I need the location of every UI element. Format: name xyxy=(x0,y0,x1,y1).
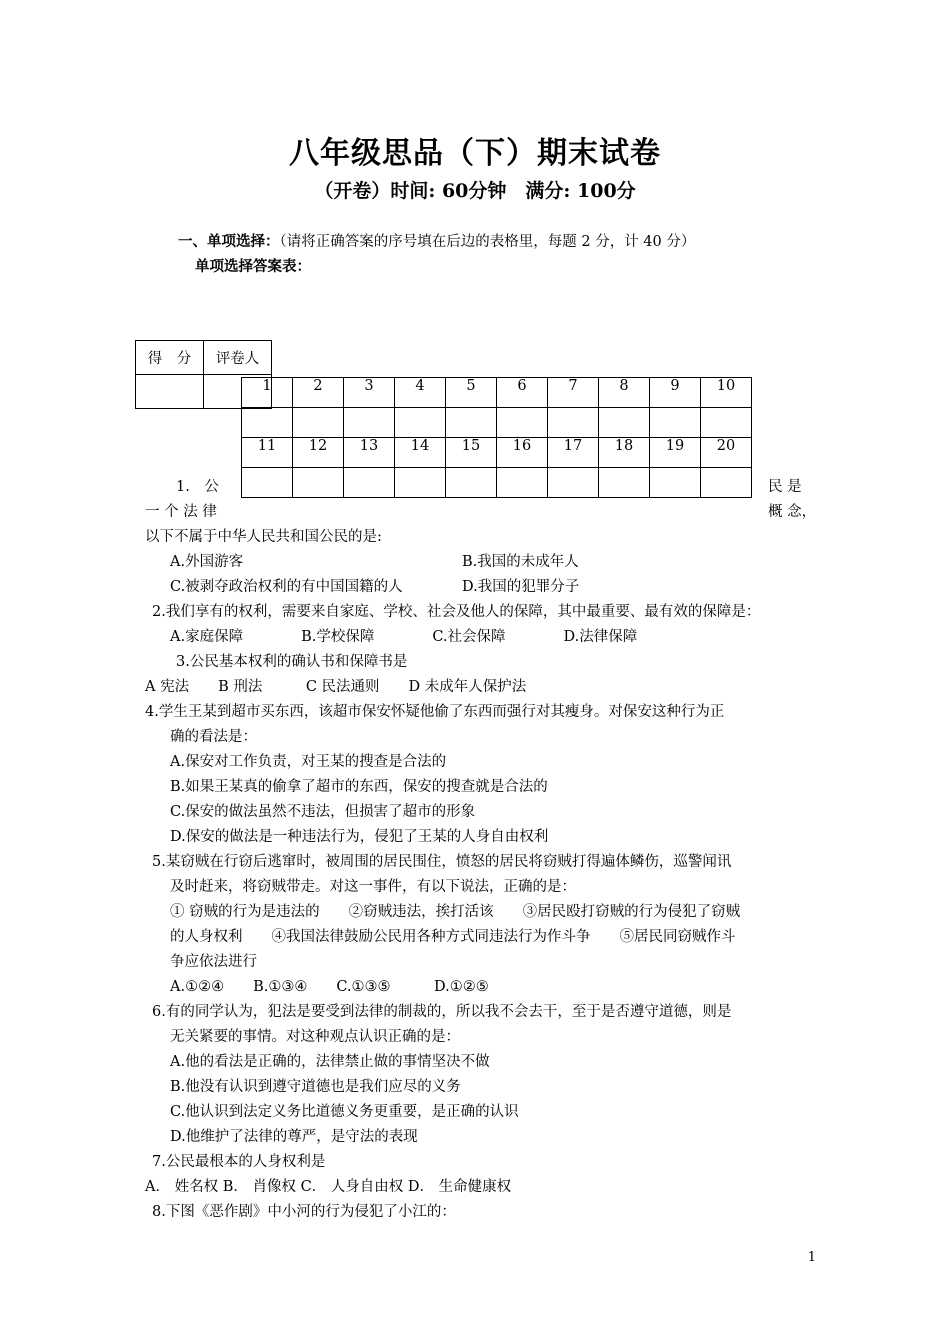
question-number-cell: 15 xyxy=(446,438,497,468)
section-title: 一、单项选择： xyxy=(178,233,280,250)
q6-line1: 6.有的同学认为，犯法是要受到法律的制裁的，所以我不会去干，至于是否遵守道德，则是 xyxy=(152,1004,732,1020)
q1-line2-right: 概 念， xyxy=(768,504,817,520)
question-number-cell: 17 xyxy=(548,438,599,468)
question-number-cell: 14 xyxy=(395,438,446,468)
answer-cell[interactable] xyxy=(599,468,650,498)
question-number-cell: 3 xyxy=(344,378,395,408)
answer-cell[interactable] xyxy=(395,408,446,438)
answer-cell[interactable] xyxy=(701,408,752,438)
q4-option-b: B.如果王某真的偷拿了超市的东西，保安的搜查就是合法的 xyxy=(170,779,548,795)
q6-option-b: B.他没有认识到遵守道德也是我们应尽的义务 xyxy=(170,1079,461,1095)
q6-line2: 无关紧要的事情。对这种观点认识正确的是： xyxy=(170,1029,460,1045)
question-number-cell: 12 xyxy=(293,438,344,468)
section-heading xyxy=(178,230,695,251)
q4-line1: 4.学生王某到超市买东西，该超市保安怀疑他偷了东西而强行对其瘦身。对保安这种行为正 xyxy=(145,704,725,720)
question-number-cell: 6 xyxy=(497,378,548,408)
question-number-cell: 9 xyxy=(650,378,701,408)
answer-cell[interactable] xyxy=(701,468,752,498)
q5-line5: 争应依法进行 xyxy=(170,954,257,970)
answer-cell[interactable] xyxy=(395,468,446,498)
answer-cell[interactable] xyxy=(344,468,395,498)
question-number-cell: 11 xyxy=(242,438,293,468)
grader-label: 评卷人 xyxy=(204,341,272,375)
q5-line4: 的人身权利 ④我国法律鼓励公民用各种方式同违法行为作斗争 ⑤居民同窃贼作斗 xyxy=(170,929,736,945)
question-number-cell: 4 xyxy=(395,378,446,408)
question-number-cell: 2 xyxy=(293,378,344,408)
q5-line1: 5.某窃贼在行窃后逃窜时，被周围的居民围住，愤怒的居民将窃贼打得遍体鳞伤，巡警闻讯 xyxy=(152,854,732,870)
answer-cell[interactable] xyxy=(344,408,395,438)
page-title: 八年级思品（下）期末试卷 xyxy=(289,136,661,171)
score-label: 得 分 xyxy=(136,341,204,375)
answer-cell[interactable] xyxy=(242,408,293,438)
answer-cell[interactable] xyxy=(446,408,497,438)
q1-option-a: A.外国游客 xyxy=(170,554,244,570)
q1-line3: 以下不属于中华人民共和国公民的是: xyxy=(145,529,382,545)
question-number-cell: 7 xyxy=(548,378,599,408)
q7-text: 7.公民最根本的人身权利是 xyxy=(152,1154,326,1170)
q4-line2: 确的看法是： xyxy=(170,729,257,745)
answer-cell[interactable] xyxy=(293,408,344,438)
answer-cell[interactable] xyxy=(650,468,701,498)
question-number-cell: 8 xyxy=(599,378,650,408)
q8-text: 8.下图《恶作剧》中小河的行为侵犯了小江的： xyxy=(152,1204,456,1220)
answer-cell[interactable] xyxy=(599,408,650,438)
q3-options: A 宪法 B 刑法 C 民法通则 D 未成年人保护法 xyxy=(145,679,527,695)
answer-cell[interactable] xyxy=(242,468,293,498)
q6-option-d: D.他维护了法律的尊严，是守法的表现 xyxy=(170,1129,418,1145)
question-number-cell: 10 xyxy=(701,378,752,408)
answer-cell[interactable] xyxy=(548,408,599,438)
q3-text: 3.公民基本权利的确认书和保障书是 xyxy=(176,654,408,670)
answer-cell[interactable] xyxy=(293,468,344,498)
section-note: （请将正确答案的序号填在后边的表格里，每题 2 分，计 40 分） xyxy=(279,234,696,250)
question-number-cell: 16 xyxy=(497,438,548,468)
q1-option-d: D.我国的犯罪分子 xyxy=(462,579,580,595)
q1-option-c: C.被剥夺政治权利的有中国国籍的人 xyxy=(170,579,403,595)
answer-cell[interactable] xyxy=(497,408,548,438)
question-number-cell: 5 xyxy=(446,378,497,408)
question-number-cell: 20 xyxy=(701,438,752,468)
answer-cell[interactable] xyxy=(650,408,701,438)
exam-subtitle: （开卷）时间: 60分钟 满分: 100分 xyxy=(314,180,636,202)
score-cell[interactable] xyxy=(136,375,204,409)
q7-options: A． 姓名权 B． 肖像权 C． 人身自由权 D． 生命健康权 xyxy=(145,1179,512,1195)
question-number-cell: 1 xyxy=(242,378,293,408)
q1-line1-left: 1. 公 xyxy=(176,479,219,495)
question-number-cell: 18 xyxy=(599,438,650,468)
q5-options: A.①②④ B.①③④ C.①③⑤ D.①②⑤ xyxy=(170,979,489,995)
q6-option-a: A.他的看法是正确的，法律禁止做的事情坚决不做 xyxy=(170,1054,490,1070)
question-number-cell: 19 xyxy=(650,438,701,468)
answer-table-label: 单项选择答案表： xyxy=(195,258,311,275)
q4-option-d: D.保安的做法是一种违法行为，侵犯了王某的人身自由权利 xyxy=(170,829,549,845)
q5-line2: 及时赶来，将窃贼带走。对这一事件，有以下说法，正确的是： xyxy=(170,879,576,895)
q1-line1-right: 民 是 xyxy=(768,479,802,495)
answer-cell[interactable] xyxy=(446,468,497,498)
answer-cell[interactable] xyxy=(548,468,599,498)
q1-option-b: B.我国的未成年人 xyxy=(462,554,579,570)
q4-option-a: A.保安对工作负责，对王某的搜查是合法的 xyxy=(170,754,447,770)
q1-line2-left: 一 个 法 律 xyxy=(145,504,217,520)
q6-option-c: C.他认识到法定义务比道德义务更重要，是正确的认识 xyxy=(170,1104,519,1120)
answer-grid xyxy=(241,377,752,498)
q2-text: 2.我们享有的权利，需要来自家庭、学校、社会及他人的保障，其中最重要、最有效的保障是： xyxy=(152,604,761,620)
page-number: 1 xyxy=(807,1250,816,1265)
q2-options: A.家庭保障 B.学校保障 C.社会保障 D.法律保障 xyxy=(170,629,638,645)
answer-cell[interactable] xyxy=(497,468,548,498)
q4-option-c: C.保安的做法虽然不违法，但损害了超市的形象 xyxy=(170,804,476,820)
question-number-cell: 13 xyxy=(344,438,395,468)
q5-line3: ① 窃贼的行为是违法的 ②窃贼违法，挨打活该 ③居民殴打窃贼的行为侵犯了窃贼 xyxy=(170,904,741,920)
